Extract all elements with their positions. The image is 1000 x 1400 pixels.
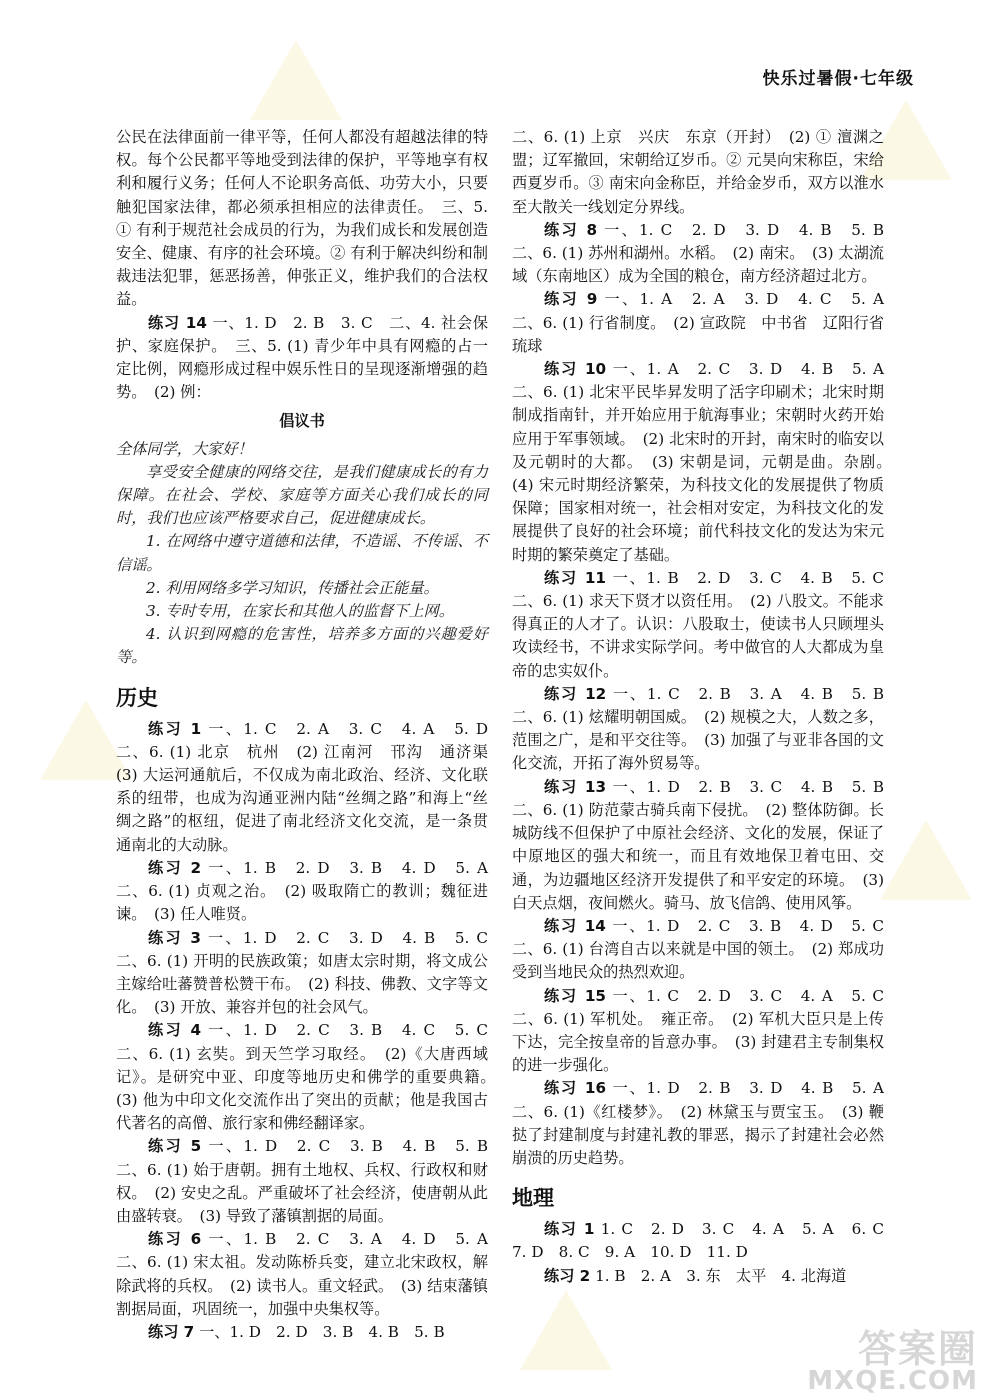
exercise-answers: 一、1. C 2. A 3. C 4. A 5. D 二、6. (1) 北京 杭州 (2) 江南河 邗沟 通济渠 (3) 大运河通航后，不仅成为南北政治、经济、文化联系的纽带，也成为沟通亚洲内陆“丝绸之路”和海上“丝绸之路”的枢纽，促进了南北经济文化交流，是一条贯通南北的大动脉。 — [116, 719, 504, 854]
exercise-entry — [116, 718, 504, 857]
exercise-label: 练习 12 — [544, 684, 607, 703]
exercise-label: 练习 15 — [544, 986, 606, 1005]
letter-item: 1. 在网络中遵守道德和法律，不造谣、不传谣、不信谣。 — [116, 532, 488, 574]
exercise-answers: 一、1. A 2. A 3. D 4. C 5. A 二、6. (1) 行省制度。 (2) 宣政院 中书省 辽阳行省 琉球 — [512, 290, 900, 355]
exercise-label: 练习 5 — [148, 1137, 202, 1156]
exercise-entry — [512, 776, 900, 915]
exercise-entry — [512, 683, 900, 776]
exercise-entry — [116, 1019, 504, 1135]
exercise-label: 练习 2 — [148, 858, 202, 877]
exercise-label: 练习 7 — [148, 1322, 195, 1341]
exercise-label: 练习 16 — [544, 1079, 607, 1098]
exercise-entry — [116, 857, 504, 927]
exercise-entry — [512, 915, 900, 985]
exercise-label: 练习 1 — [544, 1220, 595, 1239]
exercise-answers: 一、1. C 2. D 3. D 4. B 5. B 二、6. (1) 苏州和湖州。水稻。 (2) 南宋。 (3) 太湖流域（东南地区）成为全国的粮仓，南方经济超过北方。 — [512, 220, 900, 286]
exercise-entry — [116, 1228, 504, 1321]
exercise-entry — [512, 288, 900, 358]
exercise-entry — [512, 985, 900, 1078]
letter-item: 4. 认识到网瘾的危害性，培养多方面的兴趣爱好等。 — [116, 625, 488, 667]
exercise-entry — [512, 1218, 900, 1264]
exercise-label: 练习 10 — [544, 360, 607, 379]
exercise-answers: 一、1. B 2. D 3. C 4. B 5. C 二、6. (1) 求天下贤才以资任用。 (2) 八股文。不能求得真正的人才了。认识：八股取士，使读书人只顾埋头攻读经书，不讲求实际学问。考中做官的人大都成为皇帝的忠实奴仆。 — [512, 568, 900, 680]
background-decoration — [520, 1290, 612, 1370]
letter-item: 3. 专时专用，在家长和其他人的监督下上网。 — [146, 602, 454, 621]
right-column — [512, 126, 900, 1288]
letter-item: 2. 利用网络多学习知识，传播社会正能量。 — [146, 578, 439, 597]
background-decoration — [250, 40, 342, 120]
exercise-answers: 一、1. D 2. C 3. D 4. B 5. C 二、6. (1) 开明的民族政策；如唐太宗时期，将文成公主嫁给吐蕃赞普松赞干布。 (2) 科技、佛教、文字等文化。 (3) 开放、兼容并包的社会风气。 — [116, 928, 504, 1017]
exercise-answers: 一、1. C 2. B 3. A 4. B 5. B 二、6. (1) 炫耀明朝国威。 (2) 规模之大，人数之多，范围之广，是和平交往等。 (3) 加强了与亚非各国的文化交流，开拓了海外贸易等。 — [512, 684, 900, 773]
exercise-answers: 1. B 2. A 3. 东 太平 4. 北海道 — [595, 1266, 847, 1285]
exercise-label: 练习 14 — [148, 313, 207, 332]
exercise-label: 练习 2 — [544, 1266, 591, 1285]
left-column — [116, 126, 504, 1344]
watermark-logo — [807, 1327, 978, 1396]
exercise-answers: 一、1. A 2. C 3. D 4. B 5. A 二、6. (1) 北宋平民毕昇发明了活字印刷术；北宋时期制成指南针，并开始应用于航海事业；宋朝时火药开始应用于军事领域。 (2) 北宋时的开封，南宋时的临安以及元朝时的大都。 (3) 宋朝是词，元朝是曲。杂剧。 (4) 宋元时期经济繁荣，为科技文化的发展提供了物质保障；国家相对统一，社会相对安定，为科技文化的发展提供了良好的社会环境；前代科技文化的发达为宋元时期的繁荣奠定了基础。 — [512, 360, 900, 564]
exercise-label: 练习 1 — [148, 719, 202, 738]
exercise-label: 练习 9 — [544, 290, 598, 309]
exercise-label: 练习 4 — [148, 1021, 202, 1040]
letter-intro: 享受安全健康的网络交往，是我们健康成长的有力保障。在社会、学校、家庭等方面关心我们成长的同时，我们也应该严格要求自己，促进健康成长。 — [116, 462, 488, 528]
exercise-answers: 一、1. D 2. B 3. C 4. B 5. B 二、6. (1) 防范蒙古骑兵南下侵扰。 (2) 整体防御。长城防线不但保护了中原社会经济、文化的发展，保证了中原地区的强大和统一，而且有效地保卫着屯田、交通，为边疆地区经济开发提供了和平安定的环境。 (3) 白天点烟，夜间燃火。骑马、放飞信鸽、使用风筝。 — [512, 777, 900, 912]
exercise-entry — [116, 927, 504, 1020]
proposal-letter — [116, 410, 488, 669]
section-title-geography: 地理 — [512, 1186, 554, 1211]
exercise-answers: 一、1. B 2. C 3. A 4. D 5. A 二、6. (1) 宋太祖。发动陈桥兵变，建立北宋政权，解除武将的兵权。 (2) 读书人。重文轻武。 (3) 结束藩镇割据局面，巩固统一，加强中央集权等。 — [116, 1230, 504, 1318]
section-title-history: 历史 — [116, 685, 158, 710]
background-decoration — [880, 820, 972, 900]
exercise-entry — [512, 219, 900, 289]
exercise-entry — [512, 358, 900, 567]
exercise-answers: 一、1. D 2. C 3. B 4. B 5. B 二、6. (1) 始于唐朝。拥有土地权、兵权、行政权和财权。 (2) 安史之乱。严重破坏了社会经济，使唐朝从此由盛转衰。 (3) 导致了藩镇割据的局面。 — [116, 1137, 504, 1225]
watermark-url: MXQE.COM — [807, 1366, 978, 1396]
exercise-entry — [512, 1077, 900, 1170]
exercise-answers: 1. C 2. D 3. C 4. A 5. A 6. C 7. D 8. C 9. A 10. D 11. D — [512, 1220, 900, 1262]
exercise-label: 练习 8 — [544, 220, 598, 239]
exercise-answers: 一、1. D 2. B 3. D 4. B 5. A 二、6. (1)《红楼梦》。 (2) 林黛玉与贾宝玉。 (3) 鞭挞了封建制度与封建礼教的罪恶，揭示了封建社会必然崩溃的历史趋势。 — [512, 1079, 900, 1167]
exercise-answers: 一、1. B 2. D 3. B 4. D 5. A 二、6. (1) 贞观之治。 (2) 吸取隋亡的教训；魏征进谏。 (3) 任人唯贤。 — [116, 858, 504, 924]
exercise-label: 练习 3 — [148, 928, 201, 947]
exercise-entry — [512, 1265, 884, 1288]
exercise-answers: 一、1. D 2. C 3. B 4. C 5. C 二、6. (1) 玄奘。到天竺学习取经。 (2)《大唐西域记》。是研究中亚、印度等地历史和佛学的重要典籍。 (3) 他为中印文化交流作出了突出的贡献；他是我国古代著名的高僧、旅行家和佛经翻译家。 — [116, 1021, 504, 1133]
page-header: 快乐过暑假·七年级 — [762, 69, 914, 89]
exercise-answers: 一、1. D 2. D 3. B 4. B 5. B — [199, 1322, 445, 1341]
continued-answer-text: 公民在法律面前一律平等，任何人都没有超越法律的特权。每个公民都平等地受到法律的保护，平等地享有权利和履行义务；任何人不论职务高低、功劳大小，只要触犯国家法律，都必须承担相应的法律责任。 三、5. ① 有利于规范社会成员的行为，为我们成长和发展创造安全、健康、有序的社会环境。② 有利于解决纠纷和制裁违法犯罪，惩恶扬善，伸张正义，维护我们的合法权益。 — [116, 128, 488, 309]
exercise-entry — [116, 1135, 504, 1228]
exercise-label: 练习 11 — [544, 568, 606, 587]
letter-title: 倡议书 — [279, 412, 325, 431]
watermark-text: 答案圈 — [857, 1327, 978, 1371]
exercise-answers: 一、1. D 2. B 3. C 二、4. 社会保护、家庭保护。 三、5. (1) 青少年中具有网瘾的占一定比例，网瘾形成过程中娱乐性日的呈现逐渐增强的趋势。 (2) 例： — [116, 313, 488, 402]
exercise-entry — [512, 567, 900, 683]
letter-greeting: 全体同学，大家好！ — [116, 439, 253, 458]
exercise-entry — [116, 312, 488, 405]
exercise-answers: 一、1. C 2. D 3. C 4. A 5. C 二、6. (1) 军机处。 雍正帝。 (2) 军机大臣只是上传下达，完全按皇帝的旨意办事。 (3) 封建君主专制集权的进一步强化。 — [512, 986, 900, 1075]
exercise-label: 练习 13 — [544, 777, 607, 796]
exercise-label: 练习 14 — [544, 916, 606, 935]
continued-answer-text: 二、6. (1) 上京 兴庆 东京（开封） (2) ① 澶渊之盟；辽军撤回，宋朝给辽岁币。② 元昊向宋称臣，宋给西夏岁币。③ 南宋向金称臣，并给金岁币，双方以淮水至大散关一线划定分界线。 — [512, 128, 884, 216]
exercise-entry — [116, 1321, 488, 1344]
exercise-answers: 一、1. D 2. C 3. B 4. D 5. C 二、6. (1) 台湾自古以来就是中国的领土。 (2) 郑成功受到当地民众的热烈欢迎。 — [512, 916, 900, 982]
exercise-label: 练习 6 — [148, 1230, 202, 1249]
